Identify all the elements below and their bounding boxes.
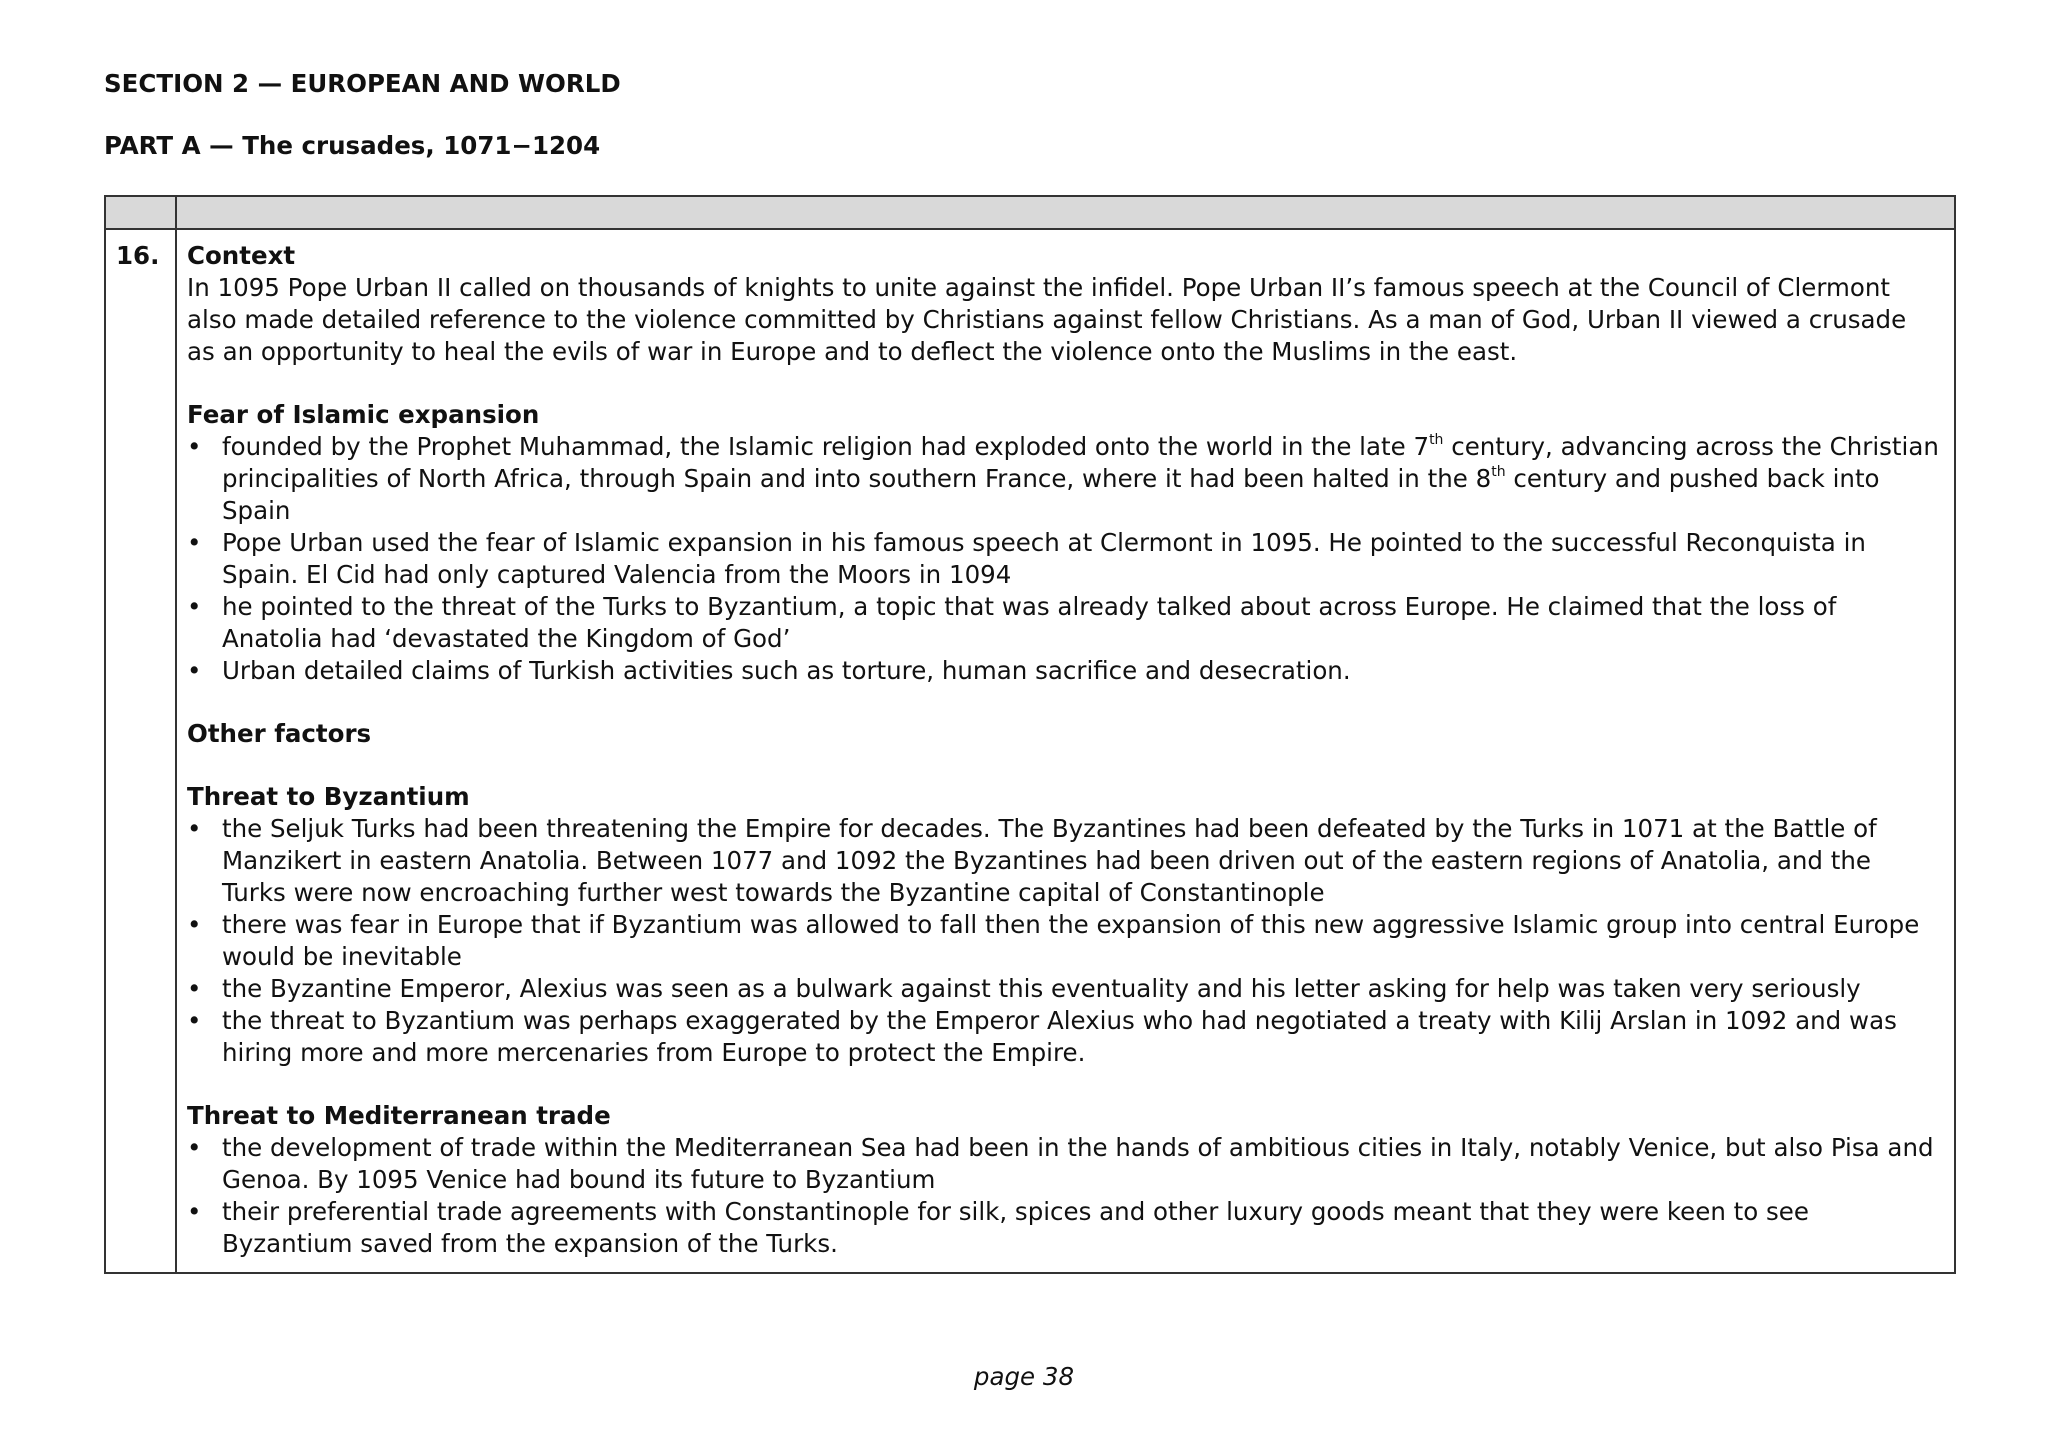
list-item: • the Byzantine Emperor, Alexius was seen as a bulwark against this eventuality and his letter asking for help was taken very seriously xyxy=(187,973,1940,1005)
fear-bullet-list xyxy=(187,431,1940,687)
context-heading: Context xyxy=(187,241,296,270)
section-heading: SECTION 2 — EUROPEAN AND WORLD xyxy=(104,69,621,98)
list-item: • Urban detailed claims of Turkish activities such as torture, human sacrifice and desecration. xyxy=(187,655,1940,687)
question-content-cell xyxy=(176,229,1955,1273)
byzantium-heading: Threat to Byzantium xyxy=(187,782,470,811)
list-item: • the threat to Byzantium was perhaps exaggerated by the Emperor Alexius who had negotiated a treaty with Kilij Arslan in 1092 and was hiring more and more mercenaries from Europe to protect the Empire. xyxy=(187,1005,1940,1069)
list-item: • their preferential trade agreements with Constantinople for silk, spices and other luxury goods meant that they were keen to see Byzantium saved from the expansion of the Turks. xyxy=(187,1196,1940,1260)
question-number-cell xyxy=(105,229,176,1273)
marking-instructions-table xyxy=(104,195,1956,1274)
context-text: In 1095 Pope Urban II called on thousands of knights to unite against the infidel. Pope Urban II’s famous speech at the Council of Clermont also made detailed reference to the violence committed by Christians against fellow Christians. As a man of God, Urban II viewed a crusade as an opportunity to heal the evils of war in Europe and to deflect the violence onto the Muslims in the east. xyxy=(187,273,1907,366)
fear-bullet-1-part3: century and pushed back into Spain xyxy=(222,464,1880,525)
fear-heading: Fear of Islamic expansion xyxy=(187,400,540,429)
trade-bullet-list xyxy=(187,1132,1940,1260)
ordinal-suffix: th xyxy=(1491,463,1506,480)
fear-bullet-1-part1: founded by the Prophet Muhammad, the Islamic religion had exploded onto the world in the late 7 xyxy=(222,432,1430,461)
list-item: • Pope Urban used the fear of Islamic expansion in his famous speech at Clermont in 1095. He pointed to the successful Reconquista in Spain. El Cid had only captured Valencia from the Moors in 1094 xyxy=(187,527,1940,591)
part-heading: PART A — The crusades, 1071−1204 xyxy=(104,131,601,160)
list-item xyxy=(187,431,1940,527)
fear-bullet-1-part2: century, advancing across the Christian principalities of North Africa, through Spain and into southern France, where it had been halted in the 8 xyxy=(222,432,1939,493)
trade-heading: Threat to Mediterranean trade xyxy=(187,1101,611,1130)
question-number: 16. xyxy=(116,241,160,270)
header-content-cell xyxy=(176,196,1955,229)
ordinal-suffix: th xyxy=(1429,431,1444,448)
byzantium-bullet-list xyxy=(187,813,1940,1069)
header-number-cell xyxy=(105,196,176,229)
list-item: • the development of trade within the Mediterranean Sea had been in the hands of ambitious cities in Italy, notably Venice, but also Pisa and Genoa. By 1095 Venice had bound its future to Byzantium xyxy=(187,1132,1940,1196)
list-item: • he pointed to the threat of the Turks to Byzantium, a topic that was already talked about across Europe. He claimed that the loss of Anatolia had ‘devastated the Kingdom of God’ xyxy=(187,591,1940,655)
other-factors-heading: Other factors xyxy=(187,719,372,748)
list-item: • there was fear in Europe that if Byzantium was allowed to fall then the expansion of this new aggressive Islamic group into central Europe would be inevitable xyxy=(187,909,1940,973)
list-item: • the Seljuk Turks had been threatening the Empire for decades. The Byzantines had been defeated by the Turks in 1071 at the Battle of Manzikert in eastern Anatolia. Between 1077 and 1092 the Byzantines had been driven out of the eastern regions of Anatolia, and the Turks were now encroaching further west towards the Byzantine capital of Constantinople xyxy=(187,813,1940,909)
page-number: page 38 xyxy=(973,1362,1075,1391)
question-row xyxy=(105,229,1955,1273)
table-header-row xyxy=(105,196,1955,229)
